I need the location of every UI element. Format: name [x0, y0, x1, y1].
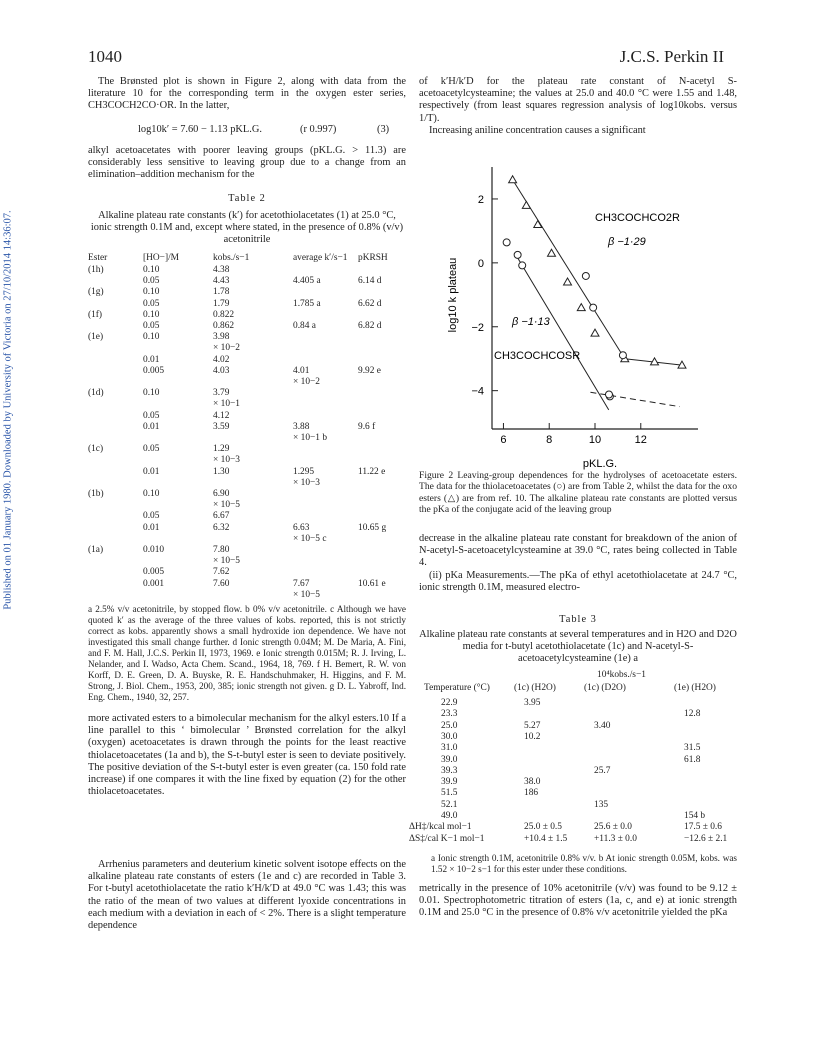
- y-tick-label: −4: [471, 385, 484, 398]
- table2-cell: 0.10: [143, 388, 160, 399]
- table2-cell: 6.32: [213, 522, 230, 533]
- table3-cell: 10.2: [524, 731, 541, 742]
- table3-header: (1c) (D2O): [584, 683, 626, 693]
- table2-header: [HO−]/M: [143, 253, 180, 263]
- table3-cell: 51.5: [441, 788, 458, 799]
- table3-cell: 39.9: [441, 777, 458, 788]
- table2-cell: 7.80: [213, 545, 230, 555]
- table2-cell: 0.01: [143, 354, 160, 365]
- table2-cell: 6.82 d: [358, 321, 382, 331]
- table2-cell: 4.12: [213, 410, 230, 421]
- table2-cell: 9.92 e: [358, 365, 381, 376]
- table2-cell: 1.79: [213, 298, 230, 309]
- table2-cell: 1.78: [213, 287, 230, 298]
- table2-cell: 1.29: [213, 444, 230, 455]
- triangle-point: [577, 304, 585, 311]
- paragraph-decrease: decrease in the alkaline plateau rate constant for breakdown of the anion of N-acetyl-S-acetoacetylcysteamine at 39.0 °C, rates being collected in Table 4.: [419, 533, 737, 569]
- table3-header: Temperature (°C): [424, 683, 490, 693]
- circle-point: [619, 352, 626, 359]
- table2-cell: 1.295: [293, 466, 315, 477]
- table3-cell: 52.1: [441, 799, 458, 810]
- table2-cell: 0.01: [143, 421, 160, 432]
- table2-cell: 0.10: [143, 287, 160, 298]
- table2-cell: × 10−1: [213, 399, 240, 410]
- table2-cell: 6.62 d: [358, 298, 382, 309]
- table2-cell: 4.405 a: [293, 276, 321, 287]
- table2-cell: (1a): [88, 545, 104, 555]
- table3-cell: 135: [594, 799, 609, 810]
- table2-cell: (1f): [88, 309, 103, 320]
- table2-cell: × 10−5: [293, 589, 320, 600]
- table2-cell: (1e): [88, 332, 104, 343]
- table3-caption: Alkaline plateau rate constants at several temperatures and in H2O and D2O media for t-butyl acetothiolacetate (1c) and N-acetyl-S-acetoacetylcysteamine (1e) a: [419, 629, 737, 665]
- thio-parallel-line: [590, 392, 679, 406]
- table2-cell: 1.30: [213, 466, 230, 477]
- label-oxo-beta: β −1·29: [608, 236, 646, 248]
- bronsted-plot: [447, 155, 710, 475]
- table3-cell: 186: [524, 788, 539, 799]
- x-tick-label: 10: [588, 434, 602, 446]
- table2-cell: 4.02: [213, 354, 230, 365]
- triangle-point: [591, 329, 599, 336]
- table2-label: Table 2: [228, 193, 266, 204]
- table2-cell: 3.98: [213, 332, 230, 343]
- table2-cell: 7.62: [213, 567, 230, 578]
- circle-point: [605, 391, 612, 398]
- label-thio-beta: β −1·13: [512, 316, 550, 328]
- label-thio-ester: CH3COCHCOSR: [494, 350, 581, 362]
- table3-cell: 17.5 ± 0.6: [684, 822, 722, 833]
- table2-cell: 6.67: [213, 511, 230, 522]
- table3-cell: 3.40: [594, 720, 611, 731]
- paragraph-arrhenius: Arrhenius parameters and deuterium kinetic solvent isotope effects on the alkaline plateau rate constants of esters (1e and c) are recorded in Table 3. For t-butyl acetothiolacetate the ratio k′H/k′D at 49.0 °C was 1.43; this was the ratio of the mean of two values at different lyoxide concentrations in each medium with a deviation in each of < 2%. There is a slight temperature dependence: [88, 859, 406, 932]
- x-tick-label: 12: [634, 434, 647, 446]
- table3-cell: 61.8: [684, 754, 701, 765]
- journal-name: J.C.S. Perkin II: [619, 47, 724, 66]
- table3-cell: 39.0: [441, 754, 458, 765]
- table2-cell: 0.10: [143, 489, 160, 499]
- table2-cell: 0.005: [143, 365, 165, 376]
- table2-cell: 0.01: [143, 466, 160, 477]
- table3-cell: 25.0: [441, 720, 458, 731]
- page-number: 1040: [88, 47, 122, 66]
- table2-cell: 0.05: [143, 410, 160, 421]
- paragraph-after-eq: alkyl acetoacetates with poorer leaving groups (pKL.G. > 11.3) are considerably less sensitive to leaving group due to a change from an elimination–addition mechanism for the: [88, 145, 406, 181]
- table3-cell: ΔS‡/cal K−1 mol−1: [409, 833, 485, 844]
- table2-cell: 10.65 g: [358, 522, 387, 533]
- table2-cell: 4.03: [213, 365, 230, 376]
- y-tick-label: 0: [477, 257, 484, 270]
- circle-point: [582, 272, 589, 279]
- download-notice: Published on 01 January 1980. Downloaded by University of Victoria on 27/10/2014 14:36:07.: [2, 210, 14, 610]
- table3-cell: +11.3 ± 0.0: [594, 833, 637, 844]
- table2-cell: 7.67: [293, 578, 310, 589]
- table3-cell: 31.0: [441, 743, 458, 754]
- equation-r: (r 0.997): [300, 124, 337, 135]
- table2-cell: × 10−5: [213, 500, 240, 511]
- circle-point: [503, 239, 510, 246]
- table2-cell: 0.822: [213, 309, 235, 320]
- table3-cell: 25.0 ± 0.5: [524, 822, 562, 833]
- table2-cell: 0.10: [143, 265, 160, 275]
- table2-cell: (1b): [88, 489, 104, 499]
- table2-cell: × 10−3: [213, 455, 240, 466]
- table3-cell: ΔH‡/kcal mol−1: [409, 822, 472, 833]
- table3-cell: 22.9: [441, 698, 458, 708]
- table3-header: (1c) (H2O): [514, 683, 556, 693]
- equation-number: (3): [377, 124, 390, 135]
- x-tick-label: 6: [500, 434, 507, 446]
- table2-cell: 6.14 d: [358, 276, 382, 287]
- triangle-point: [564, 278, 572, 285]
- table2-cell: 0.862: [213, 321, 235, 331]
- table2-cell: 3.88: [293, 421, 310, 432]
- table2-cell: 0.05: [143, 444, 160, 455]
- table2-caption: Alkaline plateau rate constants (k′) for acetothiolacetates (1) at 25.0 °C, ionic strength 0.1M and, except where stated, in the presence of 0.8% (v/v) acetonitrile: [90, 210, 404, 246]
- table2-cell: 0.10: [143, 309, 160, 320]
- circle-point: [514, 251, 521, 258]
- label-oxo-ester: CH3COCHCO2R: [595, 212, 680, 224]
- x-tick-label: 8: [546, 434, 553, 446]
- table2-cell: (1h): [88, 265, 104, 275]
- paragraph-right-top: of k′H/k′D for the plateau rate constant of N-acetyl S-acetoacetylcysteamine; the values at 25.0 and 40.0 °C were 1.55 and 1.48, respectively (from least squares regression analysis of log10kobs. versus 1/T).: [419, 76, 737, 124]
- table3-footnote: a Ionic strength 0.1M, acetonitrile 0.8% v/v. b At ionic strength 0.05M, kobs. was 1.52 × 10−2 s−1 for this ester under these conditions.: [431, 853, 737, 874]
- paragraph-pka: (ii) pKa Measurements.—The pKa of ethyl acetothiolacetate at 24.7 °C, ionic strength 0.1M, measured electro-: [419, 570, 737, 594]
- table2-footnote: a 2.5% v/v acetonitrile, by stopped flow. b 0% v/v acetonitrile. c Although we have quoted k′ as the average of the three values of kobs. reported, this is not strictly correct as kobs. apparently shows a small hydroxide ion dependence. We have not investigated this small change further. d Ionic strength 0.04M; M. De Maria, A. Fini, and F. M. Hall, J.C.S. Perkin II, 1973, 1969. e Ionic strength 0.015M; R. J. Irving, L. Nelander, and I. Wadso, Acta Chem. Scand., 1964, 18, 769. f H. Bemert, R. W. von Korff, D. E. Green, D. A. Buyske, R. E. Handschuhmaker, H. Higgins, and F. M. Strong, J. Biol. Chem., 1953, 200, 385; ionic strength not given. g D. L. Yabroff, Ind. Eng. Chem., 1940, 32, 257.: [88, 604, 406, 702]
- table2-header: kobs./s−1: [213, 253, 250, 263]
- table2-cell: 11.22 e: [358, 466, 386, 477]
- x-axis-label: pKL.G.: [582, 458, 618, 470]
- table2-cell: 0.01: [143, 522, 160, 533]
- table3-cell: 5.27: [524, 720, 541, 731]
- table2-cell: × 10−2: [213, 343, 240, 354]
- table2-cell: 6.90: [213, 489, 230, 499]
- table2-cell: 7.60: [213, 578, 230, 589]
- triangle-point: [509, 176, 517, 183]
- table3-cell: 30.0: [441, 731, 458, 742]
- table2-cell: 3.59: [213, 421, 230, 432]
- table2-cell: × 10−5: [213, 556, 240, 567]
- triangle-point: [522, 201, 530, 208]
- table2-cell: 4.38: [213, 265, 230, 275]
- table2-cell: 0.05: [143, 298, 160, 309]
- table2-cell: × 10−3: [293, 477, 320, 488]
- table2-cell: × 10−5 c: [293, 533, 327, 544]
- table3-cell: 154 b: [684, 811, 706, 821]
- circle-point: [519, 262, 526, 269]
- table3-header: (1e) (H2O): [674, 683, 716, 693]
- table2-cell: 0.005: [143, 567, 165, 578]
- table2-cell: 0.05: [143, 276, 160, 287]
- table2-cell: × 10−1 b: [293, 433, 328, 443]
- table3-cell: 23.3: [441, 709, 458, 720]
- table2-cell: 0.05: [143, 321, 160, 331]
- table3-cell: 38.0: [524, 777, 541, 788]
- table2-cell: 1.785 a: [293, 298, 321, 309]
- table2-cell: 3.79: [213, 388, 230, 399]
- table2: [88, 253, 406, 600]
- table2-cell: 4.43: [213, 276, 230, 287]
- table2-cell: 0.84 a: [293, 321, 316, 331]
- table3-cell: 39.3: [441, 765, 458, 776]
- table2-cell: × 10−2: [293, 377, 320, 387]
- table3: [409, 670, 737, 850]
- y-tick-label: −2: [471, 321, 484, 334]
- table3-cell: 31.5: [684, 743, 701, 754]
- paragraph-right-bottom: metrically in the presence of 10% acetonitrile (v/v) was found to be 9.12 ± 0.01. Spectrophotometric titration of esters (1a, c, and e) at ionic strength 0.1M and 25.0 °C in the presence of 0.8% v/v acetonitrile yielded the pKa: [419, 883, 737, 919]
- table2-cell: 6.63: [293, 522, 310, 533]
- table2-cell: 0.010: [143, 545, 165, 555]
- table3-super-header: 10⁴kobs./s−1: [597, 670, 646, 680]
- table3-cell: 12.8: [684, 709, 701, 720]
- table3-cell: +10.4 ± 1.5: [524, 833, 568, 844]
- table2-cell: 4.01: [293, 365, 310, 376]
- table2-header: pKRSH: [358, 253, 388, 263]
- table2-header: average k′/s−1: [293, 253, 348, 263]
- table2-cell: 0.10: [143, 332, 160, 343]
- table2-cell: (1g): [88, 287, 104, 298]
- table2-cell: (1d): [88, 388, 104, 399]
- y-axis-label: log10 k plateau: [447, 257, 459, 333]
- table3-cell: 49.0: [441, 811, 458, 821]
- table3-cell: 3.95: [524, 698, 541, 708]
- table3-label: Table 3: [559, 614, 597, 625]
- paragraph-bimolecular: more activated esters to a bimolecular mechanism for the alkyl esters.10 If a line parallel to this ‘ bimolecular ’ Brønsted correlation for the alkyl (oxygen) acetoacetates is drawn through the points for the least reactive thiolacetoacetates (1a and b), the S-t-butyl ester is seen to deviate positively. The positive deviation of the S-t-butyl ester is even greater (ca. 150 fold rate increase) if one compares it with the line fixed by equation (2) for the other thiolacetoacetates.: [88, 713, 406, 798]
- paragraph-aniline: Increasing aniline concentration causes a significant: [429, 125, 646, 136]
- table3-cell: −12.6 ± 2.1: [684, 833, 728, 844]
- paragraph-intro: The Brønsted plot is shown in Figure 2, along with data from the literature 10 for the corresponding term in the oxygen ester series, CH3COCH2CO·OR. In the latter,: [88, 76, 406, 112]
- circle-point: [590, 304, 597, 311]
- table2-cell: (1c): [88, 444, 104, 455]
- triangle-point: [548, 249, 556, 256]
- table3-cell: 25.7: [594, 765, 611, 776]
- table2-cell: 0.05: [143, 511, 160, 522]
- table2-cell: 9.6 f: [358, 421, 376, 432]
- figure2-caption: Figure 2 Leaving-group dependences for the hydrolyses of acetoacetate esters. The data for the thiolacetoacetates (○) are from Table 2, whilst the data for the oxo esters (△) are from ref. 10. The alkaline plateau rate constants are plotted versus the pKa of the conjugate acid of the leaving group: [419, 470, 737, 516]
- table2-cell: 0.001: [143, 578, 165, 589]
- download-sidebar: [1, 150, 15, 670]
- table2-cell: 10.61 e: [358, 578, 386, 589]
- table2-header: Ester: [88, 253, 108, 263]
- y-tick-label: 2: [477, 193, 484, 206]
- equation-3: log10k′ = 7.60 − 1.13 pKL.G.: [138, 124, 262, 135]
- table3-cell: 25.6 ± 0.0: [594, 822, 632, 833]
